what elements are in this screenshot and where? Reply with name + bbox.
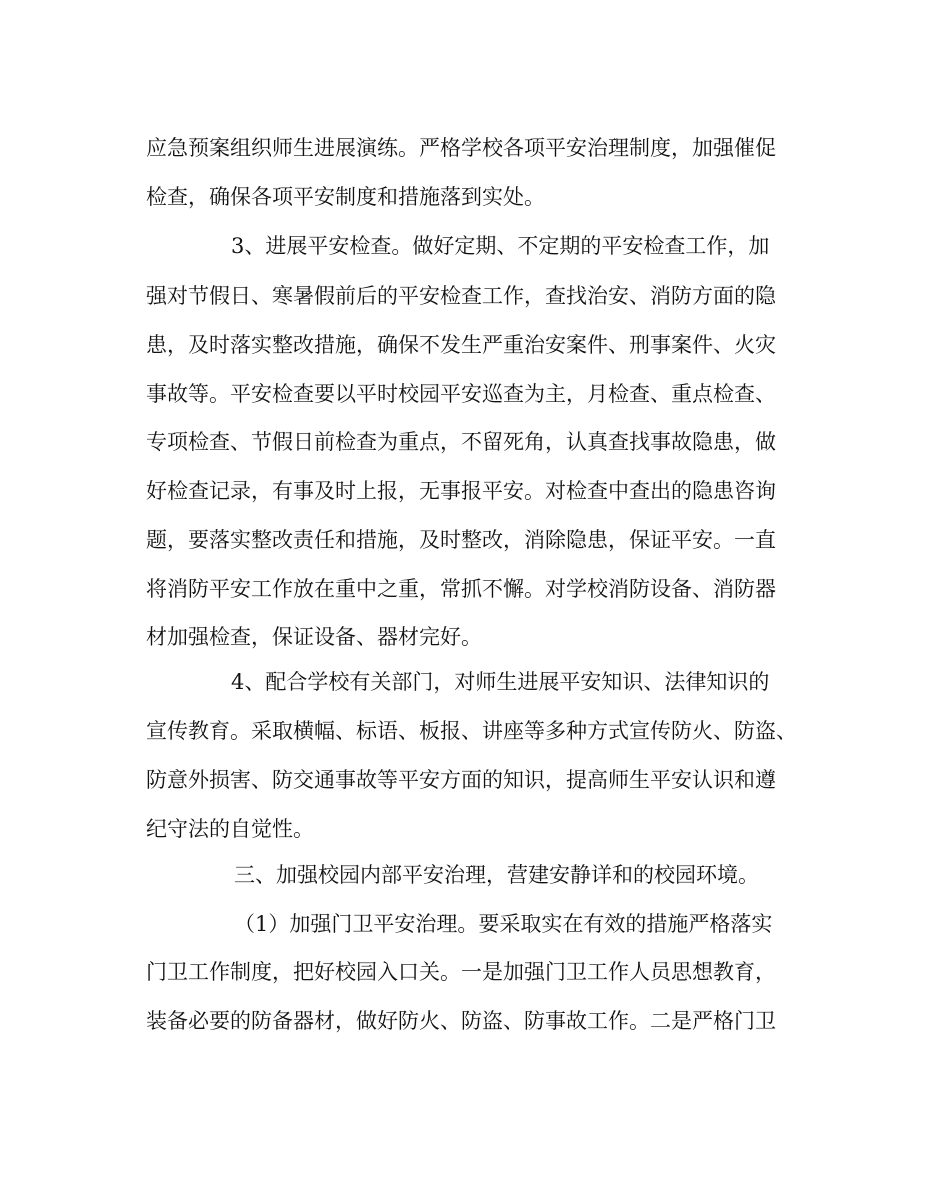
text-line: 强对节假日、寒暑假前后的平安检查工作，查找治安、消防方面的隐	[146, 284, 776, 308]
text-line: 宣传教育。采取横幅、标语、板报、讲座等多种方式宣传防火、防盗、	[146, 719, 797, 743]
text-line: 装备必要的防备器材，做好防火、防盗、防事故工作。二是严格门卫	[146, 1009, 776, 1033]
text-line: 防意外损害、防交通事故等平安方面的知识，提高师生平安认识和遵	[146, 768, 776, 792]
text-line: 题，要落实整改责任和措施，及时整改，消除隐患，保证平安。一直	[146, 528, 776, 552]
text-line: 患，及时落实整改措施，确保不发生严重治安案件、刑事案件、火灾	[146, 333, 776, 357]
text-line: 将消防平安工作放在重中之重，常抓不懈。对学校消防设备、消防器	[146, 577, 776, 601]
text-line: 门卫工作制度，把好校园入口关。一是加强门卫工作人员思想教育，	[146, 960, 776, 984]
text-line: 3、进展平安检查。做好定期、不定期的平安检查工作，加	[231, 234, 770, 258]
text-line: 4、配合学校有关部门，对师生进展平安知识、法律知识的	[231, 670, 770, 694]
text-line: 纪守法的自觉性。	[146, 817, 314, 841]
text-line: 事故等。平安检查要以平时校园平安巡查为主，月检查、重点检查、	[146, 382, 776, 406]
text-line: 应急预案组织师生进展演练。严格学校各项平安治理制度，加强催促	[146, 136, 776, 160]
text-line: （1）加强门卫平安治理。要采取实在有效的措施严格落实	[234, 912, 773, 936]
text-line: 检查，确保各项平安制度和措施落到实处。	[146, 185, 545, 209]
text-line: 好检查记录，有事及时上报，无事报平安。对检查中查出的隐患咨询	[146, 479, 776, 503]
text-line: 三、加强校园内部平安治理，营建安静详和的校园环境。	[234, 863, 759, 887]
text-line: 材加强检查，保证设备、器材完好。	[146, 625, 482, 649]
text-line: 专项检查、节假日前检查为重点，不留死角，认真查找事故隐患，做	[146, 430, 776, 454]
